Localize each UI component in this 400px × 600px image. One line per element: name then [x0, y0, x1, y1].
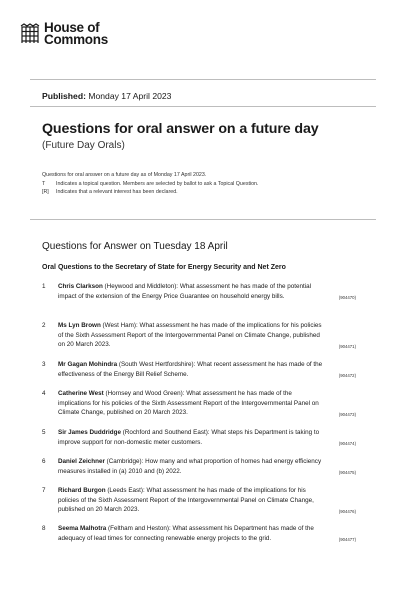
question-item [42, 457, 372, 476]
constituency: (South West Hertfordshire): [118, 361, 196, 368]
question-number: 4 [42, 390, 46, 397]
member-name: Richard Burgon [58, 487, 106, 494]
department-heading: Oral Questions to the Secretary of State for Energy Security and Net Zero [42, 264, 286, 271]
published-date: Monday 17 April 2023 [88, 91, 172, 101]
house-of-commons-logo [20, 22, 108, 46]
question-item [42, 360, 372, 379]
question-number: 1 [42, 283, 46, 290]
page-title: Questions for oral answer on a future day [42, 121, 319, 137]
divider-published [30, 106, 376, 107]
member-name: Catherine West [58, 390, 104, 397]
question-body [58, 486, 326, 515]
member-name: Seema Malhotra [58, 525, 107, 532]
key-topical [42, 180, 372, 189]
question-body [58, 389, 326, 418]
question-number: 2 [42, 322, 46, 329]
question-text: What assessment he has made of the potential impact of the extension of the Energy Price Guarantee on household energy bills. [58, 283, 312, 300]
question-item [42, 486, 372, 515]
member-name: Daniel Zeichner [58, 458, 105, 465]
constituency: (Rochford and Southend East): [122, 429, 210, 436]
question-ref: (904474) [338, 441, 356, 447]
question-ref: (904471) [338, 343, 356, 349]
question-ref: (904477) [338, 537, 356, 543]
question-ref: (904475) [338, 470, 356, 476]
question-item [42, 428, 372, 447]
question-item [42, 321, 372, 350]
question-number: 7 [42, 487, 46, 494]
logo-line-1: House of [44, 20, 100, 35]
question-number: 3 [42, 361, 46, 368]
intro-line: Questions for oral answer on a future day as of Monday 17 April 2023. [42, 172, 207, 178]
question-item [42, 282, 372, 301]
member-name: Chris Clarkson [58, 283, 103, 290]
key-text: Indicates that a relevant interest has been declared. [56, 189, 178, 196]
key-text: Indicates a topical question. Members are selected by ballot to ask a Topical Question. [56, 180, 259, 187]
constituency: (Feltham and Heston): [108, 525, 171, 532]
question-text: What assessment he has made of the implications for his policies of the Sixth Assessment Report of the Intergovernmental Panel on Climate Change, published on 20 March 2023. [58, 322, 322, 349]
question-item [42, 389, 372, 418]
key-symbol: T [42, 180, 46, 187]
constituency: (Hornsey and Wood Green): [105, 390, 185, 397]
member-name: Sir James Duddridge [58, 429, 121, 436]
divider-intro [30, 219, 376, 220]
question-text: How many and what proportion of homes had energy efficiency measures installed in (a) 2010 and (b) 2022. [58, 458, 322, 475]
question-number: 5 [42, 429, 46, 436]
key-relevant-interest [42, 188, 372, 197]
divider-top [30, 79, 376, 80]
section-heading: Questions for Answer on Tuesday 18 April [42, 241, 228, 252]
question-ref: (904473) [338, 411, 356, 417]
question-body [58, 524, 326, 543]
question-text: What assessment he has made of the implications for his policies of the Sixth Assessment Report of the Intergovernmental Panel on Climate Change, published on 20 March 2023. [58, 390, 319, 417]
question-text: What assessment his Department has made of the adequacy of lead times for connecting renewable energy projects to the grid. [58, 525, 314, 542]
published-line [42, 91, 171, 101]
question-body [58, 282, 326, 301]
question-ref: (904470) [338, 295, 356, 301]
logo-line-2: Commons [44, 32, 108, 47]
question-ref: (904472) [338, 373, 356, 379]
logo-wordmark [44, 22, 108, 46]
constituency: (West Ham): [102, 322, 138, 329]
question-number: 6 [42, 458, 46, 465]
question-body [58, 321, 326, 350]
question-number: 8 [42, 525, 46, 532]
member-name: Mr Gagan Mohindra [58, 361, 118, 368]
page-subtitle: (Future Day Orals) [42, 140, 125, 151]
portcullis-icon [20, 23, 40, 45]
question-body [58, 428, 326, 447]
key-symbol: [R] [42, 189, 49, 196]
constituency: (Cambridge): [106, 458, 144, 465]
intro-block [42, 171, 372, 197]
constituency: (Heywood and Middleton): [104, 283, 179, 290]
question-item [42, 524, 372, 543]
member-name: Ms Lyn Brown [58, 322, 101, 329]
question-text: What assessment he has made of the implications for his policies of the Sixth Assessment Report of the Intergovernmental Panel on Climate Change, published on 20 March 2023. [58, 487, 314, 514]
question-body [58, 457, 326, 476]
published-label: Published: [42, 91, 86, 101]
question-text: What steps his Department is taking to improve support for non-domestic meter customers. [58, 429, 320, 446]
question-body [58, 360, 326, 379]
question-ref: (904476) [338, 508, 356, 514]
question-text: What recent assessment he has made of the effectiveness of the Energy Bill Relief Scheme. [58, 361, 323, 378]
constituency: (Leeds East): [107, 487, 145, 494]
